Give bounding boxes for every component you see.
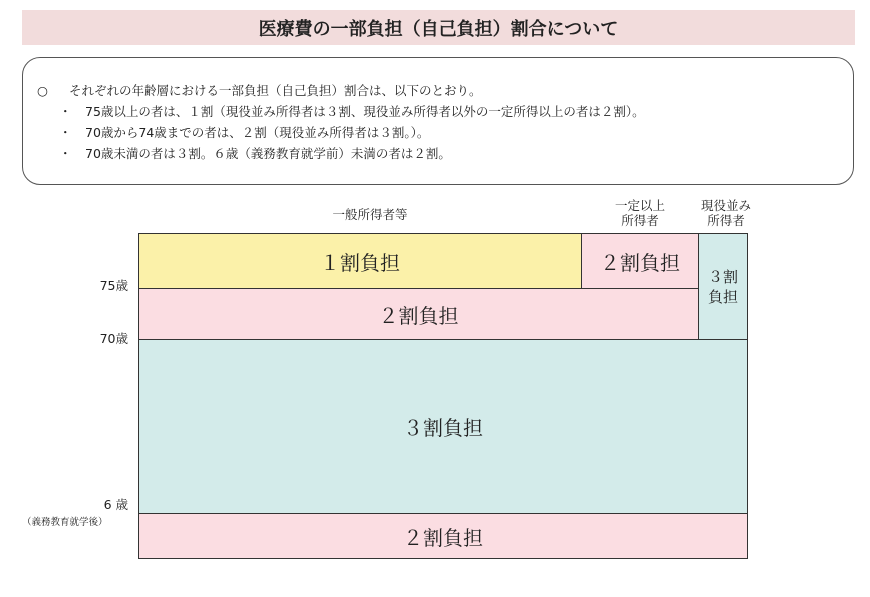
cell-active-income-line2: 負担 bbox=[707, 287, 738, 306]
note-bullet-text: 70歳未満の者は３割。６歳（義務教育就学前）未満の者は２割。 bbox=[85, 146, 451, 161]
cell-over75-general: １割負担 bbox=[138, 233, 582, 289]
note-intro-text: それぞれの年齢層における一部負担（自己負担）割合は、以下のとおり。 bbox=[69, 83, 482, 98]
note-bullet-text: 75歳以上の者は、１割（現役並み所得者は３割、現役並み所得者以外の一定所得以上の者は２割）。 bbox=[85, 104, 645, 119]
age-label-75: 75歳 bbox=[99, 278, 128, 293]
column-header-certain-line1: 一定以上 bbox=[614, 198, 665, 213]
bullet-marker: ・ bbox=[59, 104, 72, 119]
note-bullet bbox=[37, 122, 843, 143]
note-box bbox=[22, 57, 854, 185]
column-header-active-line2: 所得者 bbox=[707, 213, 745, 228]
note-bullet bbox=[37, 101, 843, 122]
cell-over75-certain: ２割負担 bbox=[581, 233, 699, 289]
cell-active-income-line1: ３割 bbox=[707, 267, 738, 286]
page-title: 医療費の一部負担（自己負担）割合について bbox=[22, 10, 855, 45]
cell-under6: ２割負担 bbox=[138, 513, 748, 559]
column-header-active-line1: 現役並み bbox=[700, 198, 751, 213]
age-label-6: 6 歳 bbox=[103, 497, 128, 512]
note-bullet bbox=[37, 143, 843, 164]
bullet-marker: ・ bbox=[59, 146, 72, 161]
cell-active-income bbox=[698, 233, 748, 340]
column-header-certain-line2: 所得者 bbox=[621, 213, 659, 228]
note-bullet-text: 70歳から74歳までの者は、２割（現役並み所得者は３割。）。 bbox=[85, 125, 430, 140]
age-label-70: 70歳 bbox=[99, 331, 128, 346]
column-header-active bbox=[688, 198, 764, 228]
age-label-6-note: （義務教育就学後） bbox=[22, 517, 108, 528]
column-header-general: 一般所得者等 bbox=[332, 207, 408, 222]
column-header-certain bbox=[585, 198, 695, 228]
cell-age70-74: ２割負担 bbox=[138, 288, 699, 340]
note-intro bbox=[37, 80, 843, 101]
circle-marker: ○ bbox=[37, 83, 48, 98]
cell-age6-69: ３割負担 bbox=[138, 339, 748, 514]
bullet-marker: ・ bbox=[59, 125, 72, 140]
